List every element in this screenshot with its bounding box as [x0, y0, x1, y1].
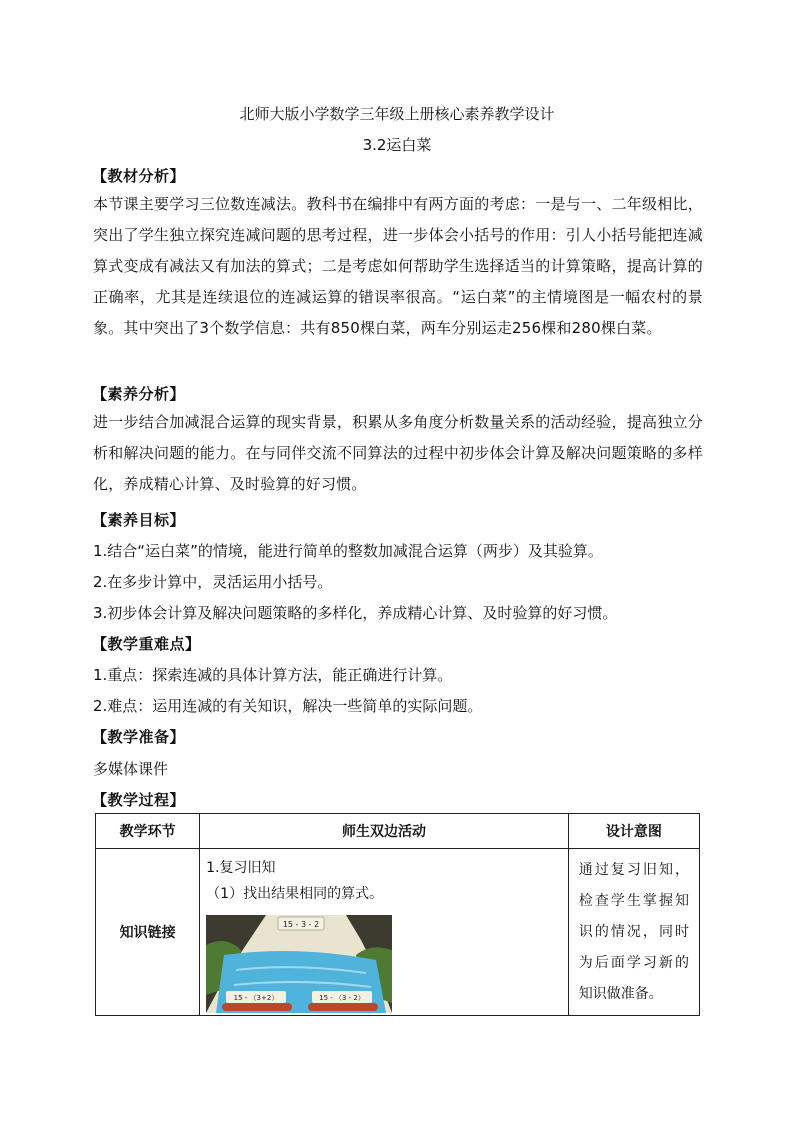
- activity-cell: [200, 849, 569, 1016]
- heading-textbook-analysis: 【教材分析】: [92, 167, 186, 185]
- goal-item-1: 1.结合“运白菜”的情境，能进行简单的整数加减混合运算（两步）及其验算。: [93, 542, 603, 560]
- heading-literacy-goals: 【素养目标】: [92, 511, 186, 529]
- heading-literacy-analysis: 【素养分析】: [92, 385, 186, 403]
- river-scene-illustration: [206, 915, 392, 1013]
- col-header-stage: 教学环节: [96, 814, 200, 849]
- right-expression: 15 - （3 - 2）: [319, 994, 366, 1002]
- preparation-body: 多媒体课件: [93, 760, 169, 778]
- col-header-intent: 设计意图: [568, 814, 699, 849]
- textbook-analysis-body: 本节课主要学习三位数连减法。教科书在编排中有两方面的考虑：一是与一、二年级相比，突出了学生独立探究连减问题的思考过程，进一步体会小括号的作用：引人小括号能把连减算式变成有减法又有加法的算式；二是考虑如何帮助学生选择适当的计算策略，提高计算的正确率，尤其是连续退位的连减运算的错误率很高。“运白菜”的主情境图是一幅农村的景象。其中突出了3个数学信息：共有850棵白菜，两车分别运走256棵和280棵白菜。: [93, 195, 703, 337]
- table-row: [96, 849, 700, 1016]
- literacy-analysis-body: 进一步结合加减混合运算的现实背景，积累从多角度分析数量关系的活动经验，提高独立分析和解决问题的能力。在与同伴交流不同算法的过程中初步体会计算及解决问题策略的多样化，养成精心计算、及时验算的好习惯。: [93, 413, 703, 493]
- document-title: 北师大版小学数学三年级上册核心素养教学设计: [239, 105, 555, 123]
- activity-line-2: （1）找出结果相同的算式。: [206, 886, 384, 902]
- heading-preparation: 【教学准备】: [92, 728, 186, 746]
- key-point-2: 2.难点：运用连减的有关知识，解决一些简单的实际问题。: [93, 697, 483, 715]
- goal-item-2: 2.在多步计算中，灵活运用小括号。: [93, 573, 333, 591]
- teaching-process-table: [95, 813, 700, 1016]
- activity-line-1: 1.复习旧知: [206, 860, 276, 876]
- col-header-activity: 师生双边活动: [200, 814, 569, 849]
- top-expression: 15 - 3 - 2: [283, 920, 320, 929]
- left-expression: 15 - （3+2）: [233, 994, 279, 1002]
- stage-cell: 知识链接: [96, 849, 200, 1016]
- key-point-1: 1.重点：探索连减的具体计算方法，能正确进行计算。: [93, 666, 453, 684]
- heading-key-points: 【教学重难点】: [92, 635, 201, 653]
- goal-item-3: 3.初步体会计算及解决问题策略的多样化，养成精心计算、及时验算的好习惯。: [93, 604, 618, 622]
- lesson-subtitle: 3.2运白菜: [362, 136, 432, 154]
- table-header-row: [96, 814, 700, 849]
- heading-process: 【教学过程】: [92, 791, 186, 809]
- intent-cell: 通过复习旧知，检查学生掌握知识的情况，同时为后面学习新的知识做准备。: [568, 849, 699, 1016]
